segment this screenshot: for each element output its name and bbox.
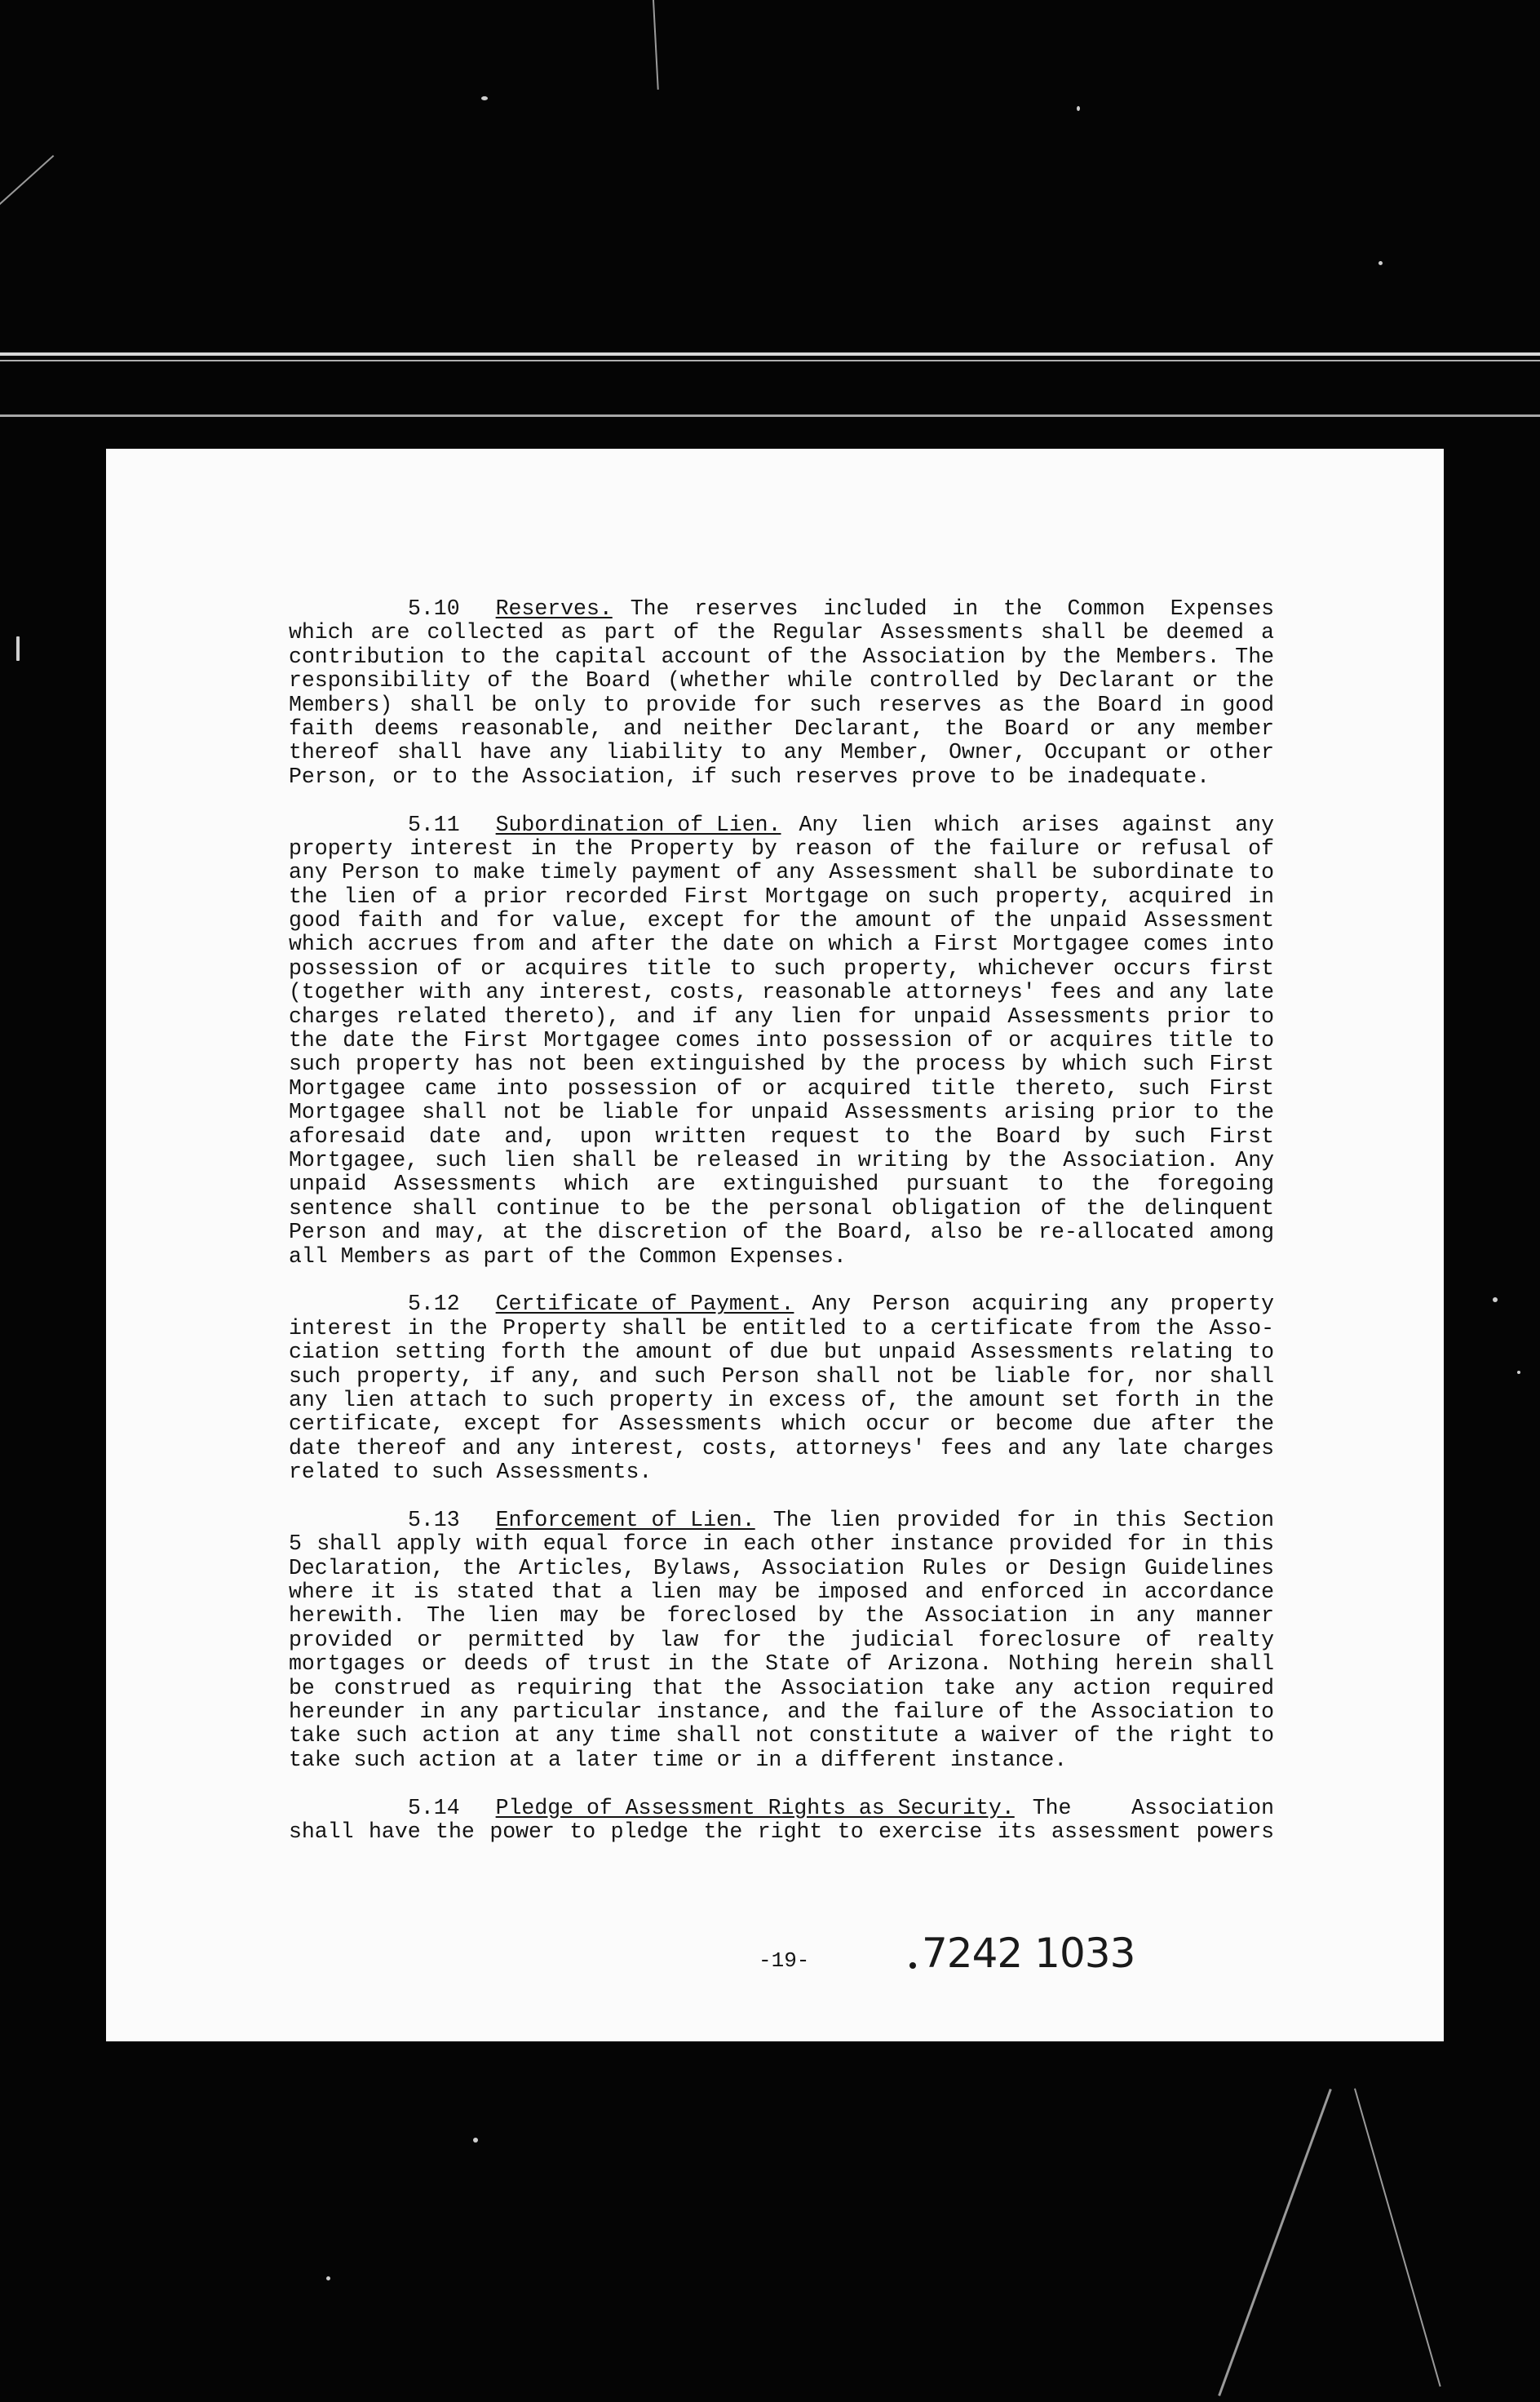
section-text-line: Declaration, the Articles, Bylaws, Association Rules or Design Guidelines (289, 1556, 1274, 1580)
page-number: -19- (759, 1948, 810, 1973)
section-text-line: the date the First Mortgagee comes into possession of or acquires title to (289, 1029, 1274, 1053)
section-number: 5.10 (408, 597, 460, 621)
section-text-line: ciation setting forth the amount of due but unpaid Assessments relating to (289, 1341, 1274, 1365)
section-text-line: charges related thereto), and if any lien for unpaid Assessments prior to (289, 1004, 1274, 1029)
scan-speck (1077, 106, 1080, 111)
scan-speck (1517, 1371, 1520, 1374)
section-text-line: shall have the power to pledge the right to exercise its assessment powers (289, 1819, 1274, 1844)
section-text: The Association (1032, 1796, 1274, 1820)
scan-speck (16, 636, 20, 661)
section-text-line: such property has not been extinguished by the process by which such First (289, 1053, 1274, 1077)
section-text-line: hereunder in any particular instance, and the failure of the Association to (289, 1700, 1274, 1724)
section-5-12 (289, 1292, 1274, 1484)
section-text-line: related to such Assessments. (289, 1460, 653, 1485)
section-text-line: interest in the Property shall be entitled to a certificate from the Asso- (289, 1316, 1274, 1341)
section-text-line: all Members as part of the Common Expenses. (289, 1244, 847, 1269)
section-heading: Pledge of Assessment Rights as Security. (495, 1796, 1015, 1820)
scan-scratch (1218, 2089, 1332, 2396)
scan-scratch (1354, 2088, 1441, 2386)
section-text-line: the lien of a prior recorded First Mortgage on such property, acquired in (289, 884, 1274, 909)
section-text-line: possession of or acquires title to such property, whichever occurs first (289, 956, 1274, 981)
section-number: 5.12 (408, 1292, 460, 1317)
section-text-line: which accrues from and after the date on which a First Mortgagee comes into (289, 933, 1274, 957)
section-text-line: (together with any interest, costs, reasonable attorneys' fees and any late (289, 981, 1274, 1005)
recording-stamp: 7242 1033 (922, 1930, 1135, 1977)
section-number: 5.11 (408, 813, 460, 837)
section-text-line: good faith and for value, except for the amount of the unpaid Assessment (289, 909, 1274, 933)
scan-speck (1378, 261, 1383, 265)
section-heading: Reserves. (495, 597, 613, 621)
section-heading: Subordination of Lien. (495, 813, 781, 837)
section-text-line: thereof shall have any liability to any Member, Owner, Occupant or other (289, 741, 1274, 765)
section-text-line: contribution to the capital account of the Association by the Members. The (289, 645, 1274, 669)
section-text-line: take such action at a later time or in a different instance. (289, 1748, 1068, 1772)
scan-scratch (0, 155, 54, 206)
section-text-line: date thereof and any interest, costs, attorneys' fees and any late charges (289, 1436, 1274, 1460)
section-text-line: 5 shall apply with equal force in each other instance provided for in this (289, 1532, 1274, 1557)
section-text-line: faith deems reasonable, and neither Declarant, the Board or any member (289, 716, 1274, 741)
section-5-14 (289, 1797, 1274, 1845)
section-text: The lien provided for in this Section (772, 1508, 1274, 1532)
scan-speck (473, 2138, 478, 2143)
section-text-line: certificate, except for Assessments which occur or become due after the (289, 1412, 1274, 1437)
scan-speck (1493, 1297, 1498, 1302)
section-5-10 (289, 597, 1274, 789)
section-text-line: Mortgagee, such lien shall be released in writing by the Association. Any (289, 1148, 1274, 1172)
section-text-line: Mortgagee came into possession of or acquired title thereto, such First (289, 1076, 1274, 1101)
section-text-line: sentence shall continue to be the personal obligation of the delinquent (289, 1196, 1274, 1221)
section-text-line: herewith. The lien may be foreclosed by the Association in any manner (289, 1604, 1274, 1629)
section-number: 5.13 (408, 1508, 460, 1532)
scan-edge-line (0, 360, 1540, 361)
section-first-line (289, 1797, 1274, 1820)
scan-speck (481, 96, 488, 100)
section-text-line: provided or permitted by law for the judicial foreclosure of realty (289, 1628, 1274, 1652)
section-text-line: responsibility of the Board (whether while controlled by Declarant or the (289, 669, 1274, 694)
section-first-line (289, 1509, 1274, 1532)
section-5-13 (289, 1509, 1274, 1772)
section-text-line: Mortgagee shall not be liable for unpaid Assessments arising prior to the (289, 1101, 1274, 1125)
section-number: 5.14 (408, 1796, 460, 1820)
scan-edge-line (0, 414, 1540, 417)
scan-speck (326, 2276, 330, 2280)
section-first-line (289, 597, 1274, 621)
section-first-line (289, 1292, 1274, 1316)
document-page (106, 449, 1444, 2041)
section-text-line: Members) shall be only to provide for such reserves as the Board in good (289, 693, 1274, 717)
scan-scratch (653, 0, 659, 90)
section-text-line: such property, if any, and such Person shall not be liable for, nor shall (289, 1364, 1274, 1389)
section-text-line: any Person to make timely payment of any Assessment shall be subordinate to (289, 861, 1274, 885)
section-text-line: Person, or to the Association, if such reserves prove to be inadequate. (289, 764, 1210, 789)
section-heading: Enforcement of Lien. (495, 1508, 755, 1532)
section-text-line: mortgages or deeds of trust in the State of Arizona. Nothing herein shall (289, 1652, 1274, 1677)
section-text-line: take such action at any time shall not constitute a waiver of the right to (289, 1724, 1274, 1748)
section-text-line: which are collected as part of the Regular Assessments shall be deemed a (289, 621, 1274, 645)
section-text-line: where it is stated that a lien may be imposed and enforced in accordance (289, 1580, 1274, 1605)
section-heading: Certificate of Payment. (495, 1292, 794, 1317)
section-first-line (289, 813, 1274, 837)
section-text-line: unpaid Assessments which are extinguished pursuant to the foregoing (289, 1172, 1274, 1197)
section-text-line: be construed as requiring that the Association take any action required (289, 1676, 1274, 1700)
section-5-11 (289, 813, 1274, 1269)
section-text: Any Person acquiring any property (812, 1292, 1274, 1317)
scan-edge-line (0, 352, 1540, 356)
section-text-line: aforesaid date and, upon written request to the Board by such First (289, 1124, 1274, 1149)
stamp-mark (909, 1962, 916, 1969)
section-text-line: Person and may, at the discretion of the Board, also be re-allocated among (289, 1221, 1274, 1245)
section-text: The reserves included in the Common Expenses (630, 597, 1274, 621)
section-text: Any lien which arises against any (799, 813, 1274, 837)
section-text-line: any lien attach to such property in excess of, the amount set forth in the (289, 1388, 1274, 1412)
section-text-line: property interest in the Property by reason of the failure or refusal of (289, 836, 1274, 861)
document-body (289, 597, 1274, 1868)
